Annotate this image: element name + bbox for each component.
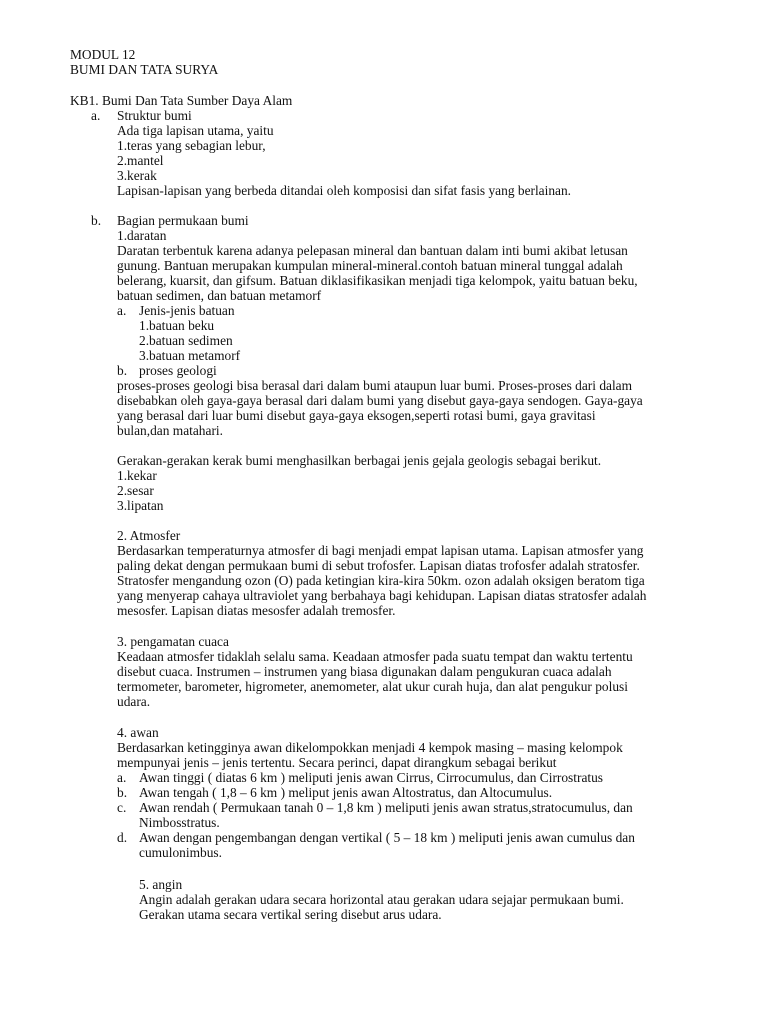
section-title: KB1. Bumi Dan Tata Sumber Daya Alam <box>70 93 293 108</box>
paragraph-line: proses-proses geologi bisa berasal dari dalam bumi ataupun luar bumi. Proses-proses dari dalam <box>117 378 633 393</box>
list-item: 3.kerak <box>117 168 157 183</box>
paragraph-line: Lapisan-lapisan yang berbeda ditandai oleh komposisi dan sifat fasis yang berlainan. <box>117 183 572 198</box>
list-item: 2.batuan sedimen <box>139 333 233 348</box>
paragraph-line: Ada tiga lapisan utama, yaitu <box>117 123 274 138</box>
paragraph-line: Keadaan atmosfer tidaklah selalu sama. Keadaan atmosfer pada suatu tempat dan waktu tertentu <box>117 649 633 664</box>
paragraph-line: gunung. Bantuan merupakan kumpulan mineral-mineral.contoh batuan mineral tunggal adalah <box>117 258 623 273</box>
paragraph-line: Berdasarkan ketingginya awan dikelompokkan menjadi 4 kempok masing – masing kelompok <box>117 740 623 755</box>
paragraph-line: belerang, kuarsit, dan gifsum. Batuan diklasifikasikan menjadi tiga kelompok, yaitu batuan beku, <box>117 273 638 288</box>
list-item: Awan dengan pengembangan dengan vertikal ( 5 – 18 km ) meliputi jenis awan cumulus dan <box>139 830 635 845</box>
list-item: Awan tinggi ( diatas 6 km ) meliputi jenis awan Cirrus, Cirrocumulus, dan Cirrostratus <box>139 770 604 785</box>
paragraph-line: paling dekat dengan permukaan bumi di sebut trofosfer. Lapisan diatas trofosfer adalah stratosfer. <box>117 558 640 573</box>
subheading: 5. angin <box>139 877 183 892</box>
list-marker: b. <box>117 363 128 378</box>
list-item: 3.batuan metamorf <box>139 348 241 363</box>
paragraph-line: disebut cuaca. Instrumen – instrumen yang biasa digunakan dalam pengukuran cuaca adalah <box>117 664 612 679</box>
list-marker: a. <box>117 303 127 318</box>
subheading: 1.daratan <box>117 228 167 243</box>
list-item: 1.batuan beku <box>139 318 215 333</box>
paragraph-line: batuan sedimen, dan batuan metamorf <box>117 288 322 303</box>
paragraph-line: Gerakan-gerakan kerak bumi menghasilkan berbagai jenis gejala geologis sebagai berikut. <box>117 453 602 468</box>
paragraph-line: termometer, barometer, higrometer, anemometer, alat ukur curah huja, dan alat pengukur polusi <box>117 679 628 694</box>
paragraph-line: yang menyerap cahaya ultraviolet yang berbahaya bagi kehidupan. Lapisan diatas stratosfer adalah <box>117 588 647 603</box>
module-number: MODUL 12 <box>70 47 136 62</box>
paragraph-line: Daratan terbentuk karena adanya pelepasan mineral dan bantuan dalam inti bumi akibat letusan <box>117 243 628 258</box>
list-item: 2.mantel <box>117 153 164 168</box>
subheading: 4. awan <box>117 725 159 740</box>
subheading: Jenis-jenis batuan <box>139 303 235 318</box>
list-item: Awan rendah ( Permukaan tanah 0 – 1,8 km ) meliputi jenis awan stratus,stratocumulus, dan <box>139 800 633 815</box>
paragraph-line: Angin adalah gerakan udara secara horizontal atau gerakan udara sejajar permukaan bumi. <box>139 892 624 907</box>
paragraph-line: mempunyai jenis – jenis tertentu. Secara perinci, dapat dirangkum sebagai berikut <box>117 755 557 770</box>
subheading: proses geologi <box>139 363 217 378</box>
paragraph-line: Berdasarkan temperaturnya atmosfer di bagi menjadi empat lapisan utama. Lapisan atmosfer yang <box>117 543 644 558</box>
list-item: 3.lipatan <box>117 498 164 513</box>
paragraph-line: Stratosfer mengandung ozon (O) pada ketingian kira-kira 50km. ozon adalah oksigen beratom tiga <box>117 573 645 588</box>
list-marker: c. <box>117 800 127 815</box>
module-subject: BUMI DAN TATA SURYA <box>70 62 219 77</box>
subheading: 3. pengamatan cuaca <box>117 634 229 649</box>
list-marker: a. <box>117 770 127 785</box>
paragraph-line: yang berasal dari luar bumi disebut gaya-gaya eksogen,seperti rotasi bumi, gaya gravitasi <box>117 408 596 423</box>
paragraph-line: disebabkan oleh gaya-gaya berasal dari dalam bumi yang disebut gaya-gaya sendogen. Gaya-gaya <box>117 393 643 408</box>
subsection-title: Struktur bumi <box>117 108 192 123</box>
list-marker: b. <box>91 213 102 228</box>
paragraph-line: udara. <box>117 694 151 709</box>
list-item: 1.teras yang sebagian lebur, <box>117 138 266 153</box>
subheading: 2. Atmosfer <box>117 528 181 543</box>
list-marker: d. <box>117 830 128 845</box>
list-marker: a. <box>91 108 101 123</box>
list-item: Awan tengah ( 1,8 – 6 km ) meliput jenis awan Altostratus, dan Altocumulus. <box>139 785 553 800</box>
subsection-title: Bagian permukaan bumi <box>117 213 249 228</box>
list-item: 2.sesar <box>117 483 154 498</box>
paragraph-line: mesosfer. Lapisan diatas mesosfer adalah tremosfer. <box>117 603 396 618</box>
paragraph-line: bulan,dan matahari. <box>117 423 223 438</box>
list-item: 1.kekar <box>117 468 157 483</box>
list-marker: b. <box>117 785 128 800</box>
list-item-continuation: Nimbosstratus. <box>139 815 220 830</box>
paragraph-line: Gerakan utama secara vertikal sering disebut arus udara. <box>139 907 442 922</box>
list-item-continuation: cumulonimbus. <box>139 845 222 860</box>
